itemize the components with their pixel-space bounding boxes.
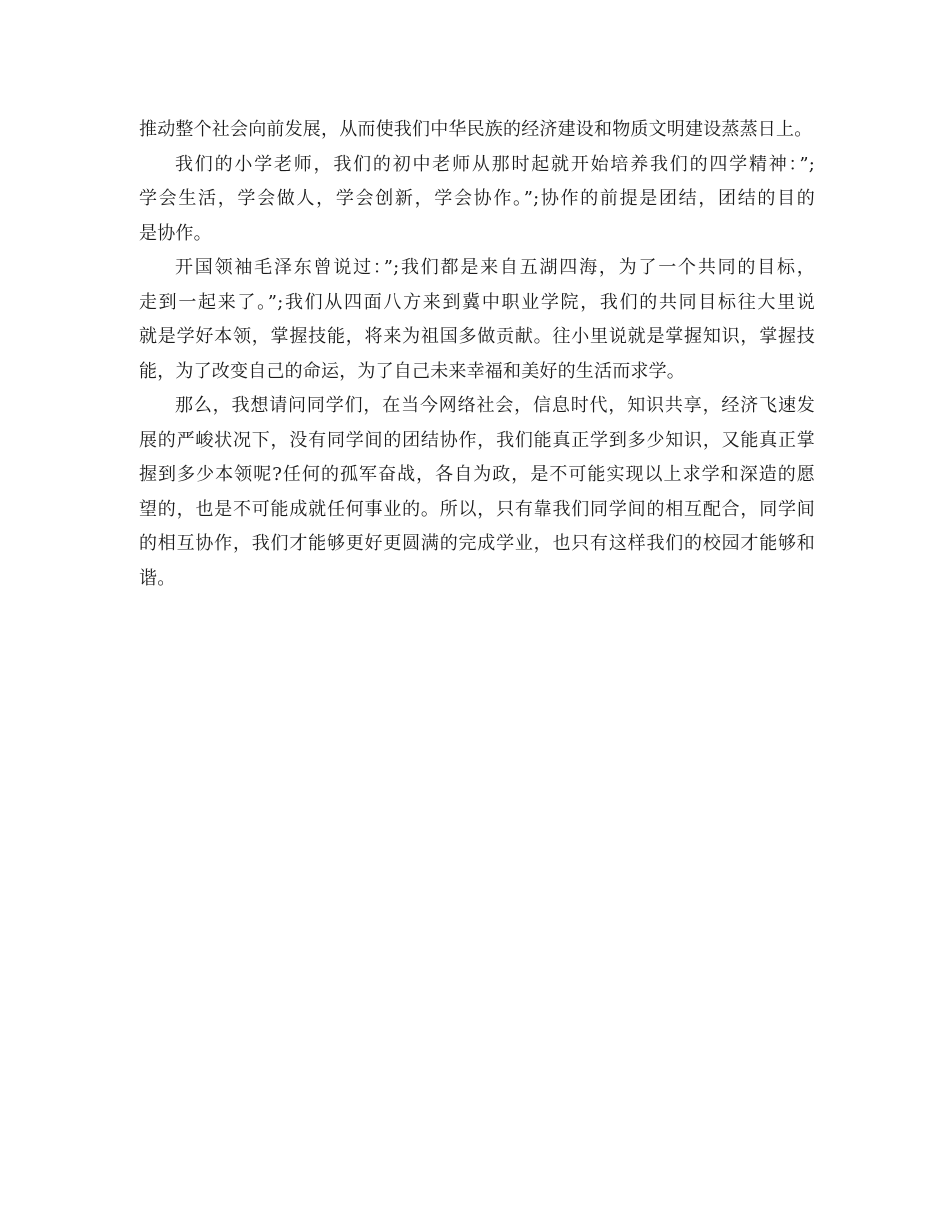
paragraph-3 (139, 251, 815, 389)
text-line: 能，为了改变自己的命运，为了自己未来幸福和美好的生活而求学。 (139, 360, 685, 382)
text-line: 就是学好本领，掌握技能，将来为祖国多做贡献。往小里说就是掌握知识，掌握技 (139, 326, 815, 347)
text-line: 那么，我想请问同学们，在当今网络社会，信息时代，知识共享，经济飞速发 (175, 395, 815, 416)
text-line: 我们的小学老师，我们的初中老师从那时起就开始培养我们的四学精神：”; (175, 153, 815, 175)
text-line: 是协作。 (139, 222, 212, 244)
paragraph-1 (139, 113, 815, 148)
text-line: 走到一起来了。”;我们从四面八方来到冀中职业学院，我们的共同目标往大里说 (139, 291, 815, 313)
text-line: 谐。 (139, 567, 176, 589)
text-line: 展的严峻状况下，没有同学间的团结协作，我们能真正学到多少知识，又能真正掌 (139, 429, 815, 451)
text-line: 推动整个社会向前发展，从而使我们中华民族的经济建设和物质文明建设蒸蒸日上。 (139, 119, 813, 140)
text-line: 学会生活，学会做人，学会创新，学会协作。”;协作的前提是团结，团结的目的 (139, 188, 815, 209)
text-line: 望的，也是不可能成就任何事业的。所以，只有靠我们同学间的相互配合，同学间 (139, 498, 815, 520)
text-line: 开国领袖毛泽东曾说过：”;我们都是来自五湖四海，为了一个共同的目标， (175, 257, 815, 278)
paragraph-4 (139, 389, 815, 596)
paragraph-2 (139, 148, 815, 252)
text-line: 的相互协作，我们才能够更好更圆满的完成学业，也只有这样我们的校园才能够和 (139, 533, 815, 554)
text-line: 握到多少本领呢?任何的孤军奋战，各自为政，是不可能实现以上求学和深造的愿 (139, 464, 815, 485)
document-body (139, 113, 815, 596)
